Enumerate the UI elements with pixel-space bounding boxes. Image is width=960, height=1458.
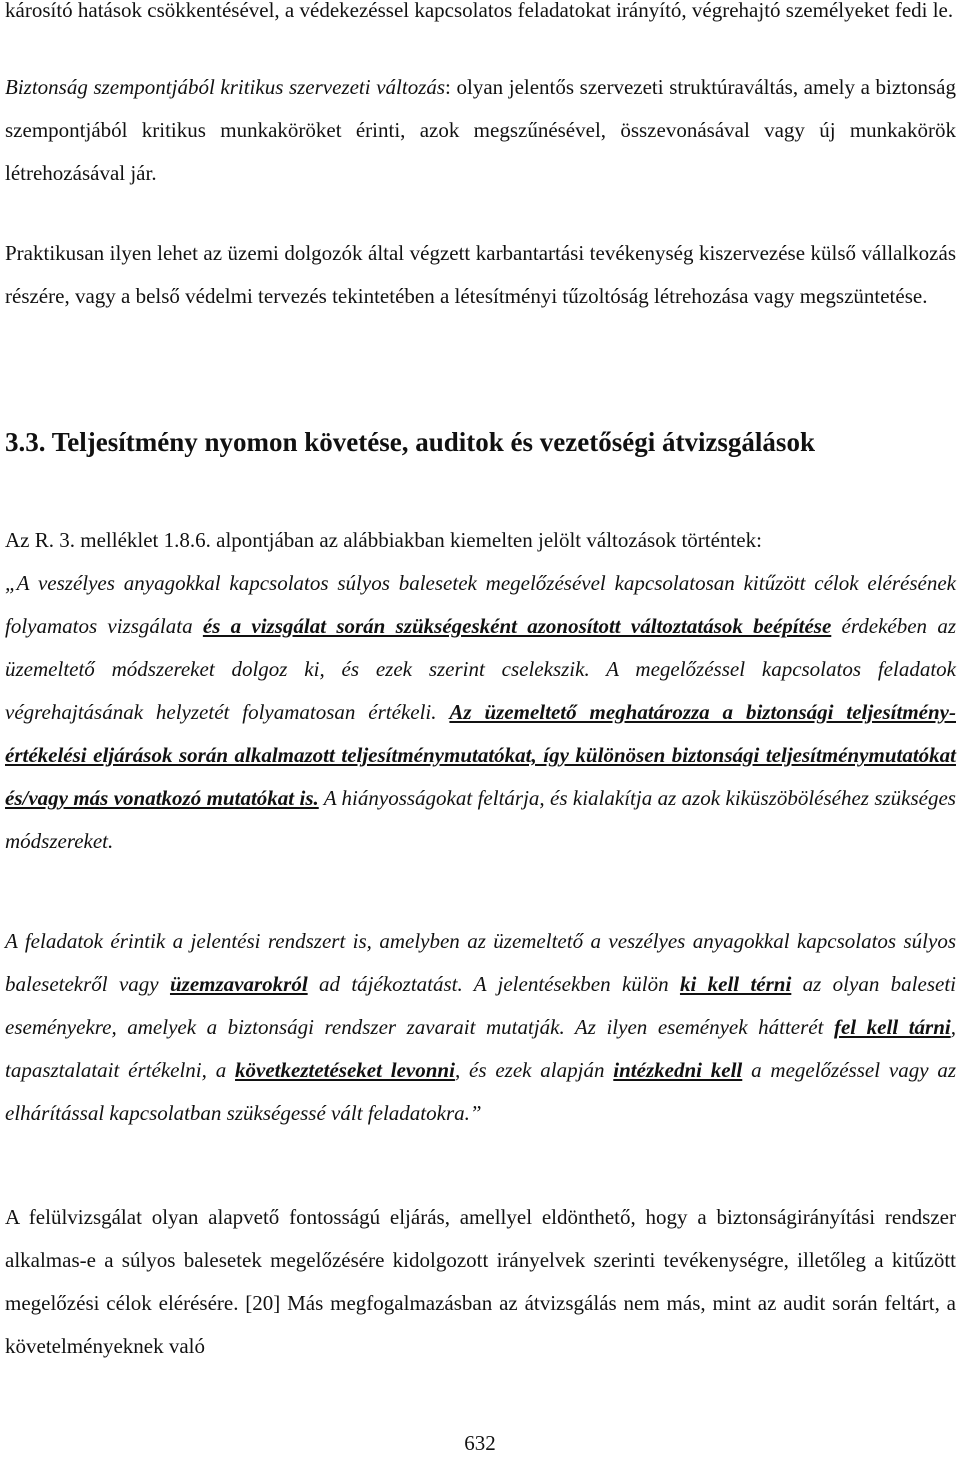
- review-paragraph: A felülvizsgálat olyan alapvető fontosságú eljárás, amellyel eldönthető, hogy a biztonságirányítási rendszer alkalmas-e a súlyos balesetek megelőzésére kidolgozott irányelvek szerinti tevékenységre, illetőleg a kitűzött megelőzési célok elérésére. [20] Más megfogalmazásban az átvizsgálás nem más, mint az audit során feltárt, a követelményeknek való: [5, 1205, 956, 1358]
- definition-text: : olyan jelentős szervezeti struktúraváltás, amely a biztonság szempontjából kritikus munkaköröket érinti, azok megszűnésével, összevonásával vagy új munkakörök létrehozásával jár.: [5, 75, 956, 185]
- quote-text: A feladatok érintik a jelentési rendszert is, amelyben az üzemeltető a veszélyes anyagokkal kapcsolatos súlyos balesetekről vagy üzemzavarokról ad tájékoztatást. A jelentésekben külön ki kell térni az olyan baleseti eseményekre, amelyek a biztonsági rendszer zavarait mutatják. Az ilyen események hátterét fel kell tárni, tapasztalatait értékelni, a következtetéseket levonni, és ezek alapján intézkedni kell a megelőzéssel vagy az elhárítással kapcsolatban szükségessé vált feladatokra.”: [5, 929, 957, 1125]
- highlighted-change: és a vizsgálat során szükségesként azonosított változtatások beépítése: [202, 614, 832, 638]
- quote-text: „A veszélyes anyagokkal kapcsolatos súlyos balesetek megelőzésével kapcsolatosan kitűzött célok elérésének folyamatos vizsgálata és a vizsgálat során szükségesként azonosított változtatások beépítése érdekében az üzemeltető módszereket dolgoz ki, és ezek szerint cselekszik. A megelőzéssel kapcsolatos feladatok végrehajtásának helyzetét folyamatosan értékeli. Az üzemeltető meghatározza a biztonsági teljesítmény-értékelési eljárások során alkalmazott teljesítménymutatókat, így különösen biztonsági teljesítménymutatókat és/vagy más vonatkozó mutatókat is. A hiányosságokat feltárja, és kialakítja az azok kiküszöböléséhez szükséges módszereket.: [5, 571, 956, 853]
- regulation-intro: Az R. 3. melléklet 1.8.6. alpontjában az alábbiakban kiemelten jelölt változások történtek:: [5, 528, 762, 552]
- reporting-paragraph: [5, 920, 956, 1135]
- regulation-paragraph: [5, 519, 956, 863]
- defined-term: Biztonság szempontjából kritikus szervezeti változás: [5, 75, 446, 99]
- highlighted-change: intézkedni kell: [613, 1058, 743, 1082]
- page-number: 632: [464, 1431, 496, 1455]
- highlighted-change: Az üzemeltető meghatározza a biztonsági teljesítmény-értékelési eljárások során alkalmazott teljesítménymutatókat, így különösen biztonsági teljesítménymutatókat és/vagy más vonatkozó mutatókat is.: [5, 700, 956, 810]
- highlighted-change: fel kell tárni: [833, 1015, 951, 1039]
- example-paragraph: Praktikusan ilyen lehet az üzemi dolgozók által végzett karbantartási tevékenység kiszervezése külső vállalkozás részére, vagy a belső védelmi tervezés tekintetében a létesítményi tűzoltóság létrehozása vagy megszüntetése.: [5, 241, 956, 308]
- paragraph-continuation: károsító hatások csökkentésével, a védekezéssel kapcsolatos feladatokat irányító, végrehajtó személyeket fedi le.: [5, 0, 954, 22]
- highlighted-change: következtetéseket levonni: [235, 1058, 455, 1082]
- highlighted-change: üzemzavarokról: [169, 972, 308, 996]
- highlighted-change: ki kell térni: [679, 972, 792, 996]
- section-heading: 3.3. Teljesítmény nyomon követése, auditok és vezetőségi átvizsgálások: [5, 427, 815, 457]
- definition-paragraph: [5, 66, 956, 195]
